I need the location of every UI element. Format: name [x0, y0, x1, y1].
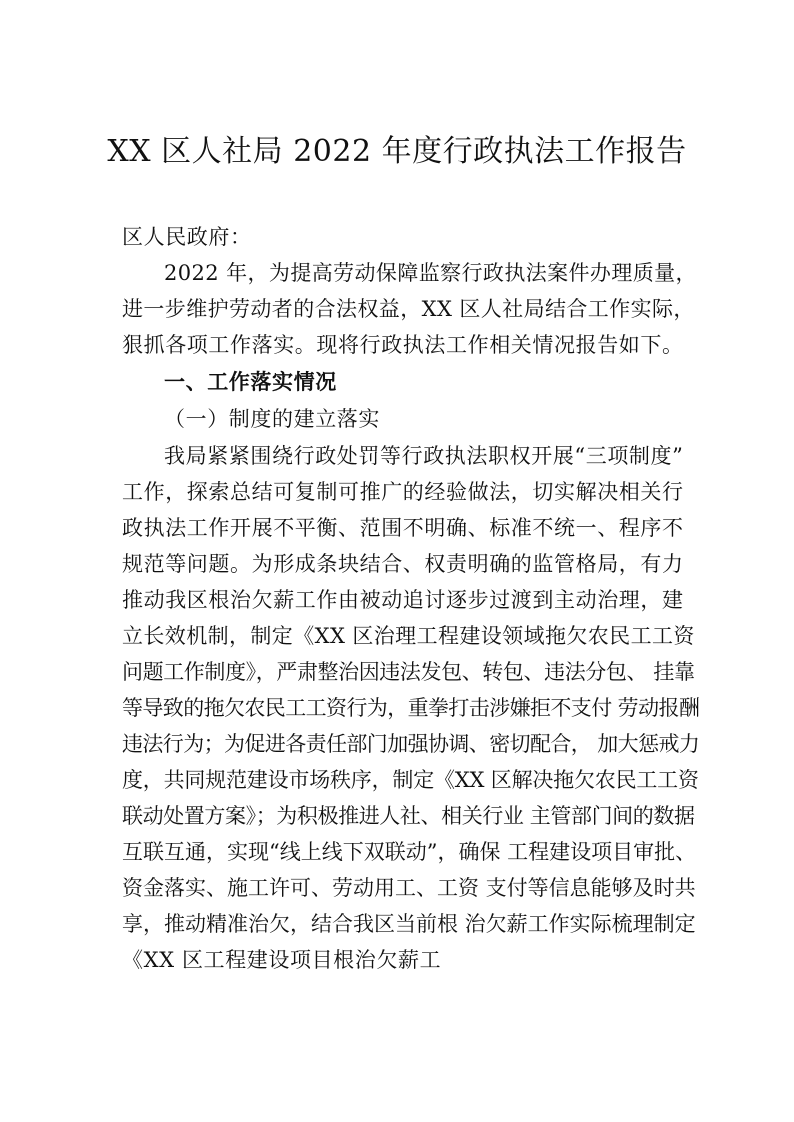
- paragraph-line: 规范等问题。为形成条块结合、权责明确的监管格局，有力: [122, 552, 684, 576]
- paragraph-line: 工作，探索总结可复制可推广的经验做法，切实解决相关行: [122, 480, 684, 504]
- paragraph-line: 等导致的拖欠农民工工资行为，重拳打击涉嫌拒不支付 劳动报酬: [122, 696, 700, 720]
- paragraph-line: 联动处置方案》；为积极推进人社、相关行业 主管部门间的数据: [122, 804, 695, 828]
- paragraph-line: 问题工作制度》，严肃整治因违法发包、转包、违法分包、 挂靠: [122, 660, 695, 684]
- paragraph-line: 资金落实、施工许可、劳动用工、工资 支付等信息能够及时共: [122, 876, 696, 900]
- paragraph-line: 我局紧紧围绕行政处罚等行政执法职权开展“三项制度”: [164, 444, 684, 468]
- paragraph-line: 互联互通，实现“线上线下双联动”，确保 工程建设项目审批、: [122, 840, 697, 864]
- subsection-heading: （一）制度的建立落实: [164, 407, 380, 431]
- salutation: 区人民政府：: [122, 225, 252, 249]
- document-title: XX 区人社局 2022 年度行政执法工作报告: [107, 134, 687, 169]
- paragraph-line: 违法行为；为促进各责任部门加强协调、密切配合， 加大惩戒力: [122, 732, 700, 756]
- paragraph-line: 推动我区根治欠薪工作由被动追讨逐步过渡到主动治理，建: [122, 588, 684, 612]
- paragraph-line: 2022 年，为提高劳动保障监察行政执法案件办理质量，: [164, 261, 697, 285]
- paragraph-line: 政执法工作开展不平衡、范围不明确、标准不统一、程序不: [122, 516, 684, 540]
- paragraph-line: 享，推动精准治欠，结合我区当前根 治欠薪工作实际梳理制定: [122, 912, 696, 936]
- paragraph-line: 度，共同规范建设市场秩序，制定《XX 区解决拖欠农民工工资: [122, 768, 699, 792]
- section-heading: 一、工作落实情况: [164, 370, 337, 394]
- paragraph-line: 进一步维护劳动者的合法权益，XX 区人社局结合工作实际，: [122, 297, 695, 321]
- paragraph-line: 《XX 区工程建设项目根治欠薪工: [122, 948, 442, 972]
- paragraph-line: 狠抓各项工作落实。现将行政执法工作相关情况报告如下。: [122, 333, 684, 357]
- paragraph-line: 立长效机制，制定《XX 区治理工程建设领域拖欠农民工工资: [122, 624, 695, 648]
